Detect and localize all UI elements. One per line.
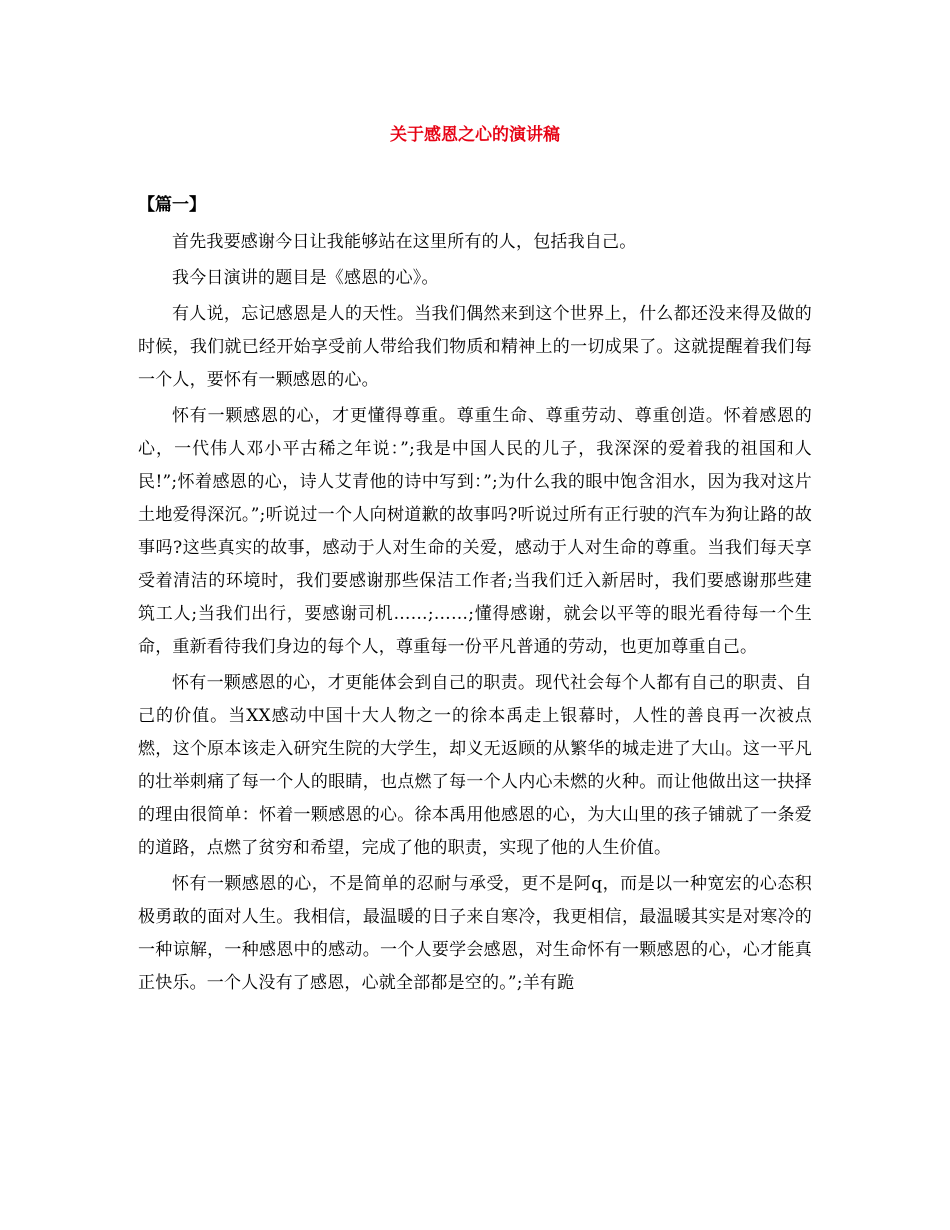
paragraph: 怀有一颗感恩的心，才更能体会到自己的职责。现代社会每个人都有自己的职责、自己的价值。当XX感动中国十大人物之一的徐本禹走上银幕时，人性的善良再一次被点燃，这个原本该走入研究生院的大学生，却义无返顾的从繁华的城走进了大山。这一平凡的壮举刺痛了每一个人的眼睛，也点燃了每一个人内心未燃的火种。而让他做出这一抉择的理由很简单：怀着一颗感恩的心。徐本禹用他感恩的心，为大山里的孩子铺就了一条爱的道路，点燃了贫穷和希望，完成了他的职责，实现了他的人生价值。 — [138, 673, 812, 858]
paragraph: 首先我要感谢今日让我能够站在这里所有的人，包括我自己。 — [172, 232, 637, 252]
paragraph: 怀有一颗感恩的心，不是简单的忍耐与承受，更不是阿q，而是以一种宽宏的心态积极勇敢的面对人生。我相信，最温暖的日子来自寒冷，我更相信，最温暖其实是对寒冷的一种谅解，一种感恩中的感动。一个人要学会感恩，对生命怀有一颗感恩的心，心才能真正快乐。一个人没有了感恩，心就全部都是空的。”;羊有跪 — [138, 874, 812, 993]
paragraph: 我今日演讲的题目是《感恩的心》。 — [172, 268, 439, 288]
document-title: 关于感恩之心的演讲稿 — [390, 125, 560, 145]
paragraph: 有人说，忘记感恩是人的天性。当我们偶然来到这个世界上，什么都还没来得及做的时候，我们就已经开始享受前人带给我们物质和精神上的一切成果了。这就提醒着我们每一个人，要怀有一颗感恩的心。 — [138, 304, 812, 390]
paragraph: 怀有一颗感恩的心，才更懂得尊重。尊重生命、尊重劳动、尊重创造。怀着感恩的心，一代伟人邓小平古稀之年说：”;我是中国人民的儿子，我深深的爱着我的祖国和人民!”;怀着感恩的心，诗人艾青他的诗中写到：”;为什么我的眼中饱含泪水，因为我对这片土地爱得深沉。”;听说过一个人向树道歉的故事吗?听说过所有正行驶的汽车为狗让路的故事吗?这些真实的故事，感动于人对生命的关爱，感动于人对生命的尊重。当我们每天享受着清洁的环境时，我们要感谢那些保洁工作者;当我们迁入新居时，我们要感谢那些建筑工人;当我们出行，要感谢司机……;……;懂得感谢，就会以平等的眼光看待每一个生命，重新看待我们身边的每个人，尊重每一份平凡普通的劳动，也更加尊重自己。 — [138, 406, 812, 657]
section-label: 【篇一】 — [138, 195, 206, 215]
document-body — [138, 226, 812, 1003]
